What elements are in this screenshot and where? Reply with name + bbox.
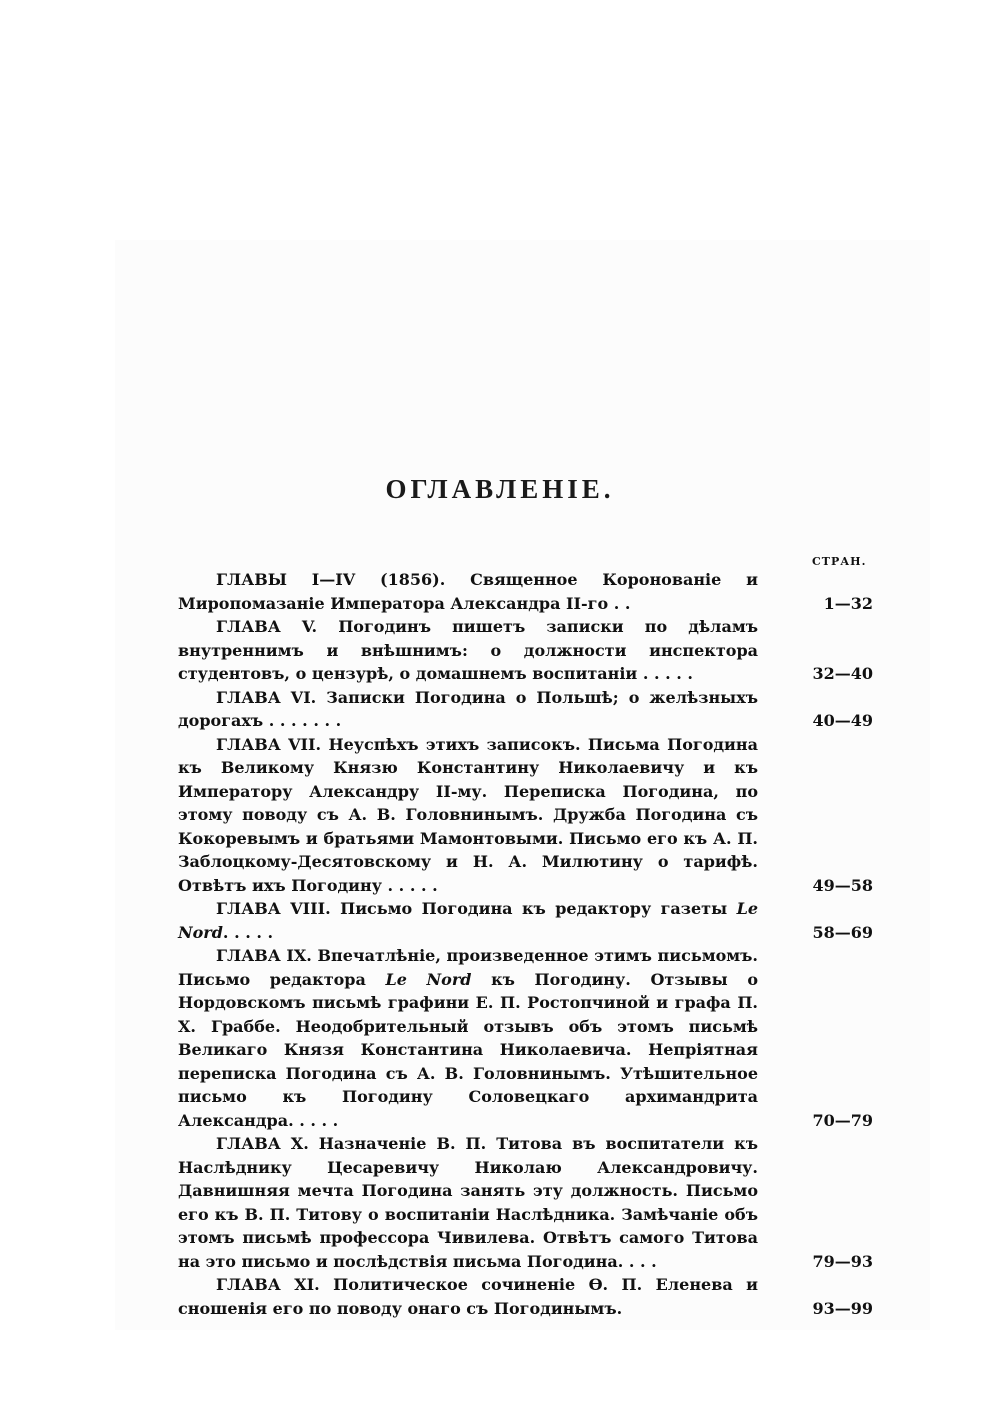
toc-entry-text: ГЛАВА X. Назначеніе В. П. Титова въ воспитатели къ Наслѣднику Цесаревичу Николаю Александровичу. Давнишняя мечта Погодина занять эту должность. Письмо его къ В. П. Титову о воспитаніи Наслѣдника. Замѣчаніе объ этомъ письмѣ профессора Чивилева. Отвѣтъ самого Титова на это письмо и послѣдствія письма Погодина. . . .: [178, 1134, 758, 1271]
text-part: ГЛАВА VIII. Письмо Погодина къ редактору газеты: [216, 899, 737, 918]
toc-entry-chapter-5: [178, 615, 873, 686]
toc-entry-pages: 1—32: [823, 593, 873, 613]
text-part: ГЛАВА IX. Впечатлѣніе, произведенное этимъ письмомъ. Письмо редактора: [178, 946, 758, 989]
toc-entry-text: ГЛАВЫ I—IV (1856). Священное Коронованіе и Миропомазаніе Императора Александра II-го . .: [178, 570, 758, 613]
toc-entry-pages: 32—40: [812, 664, 873, 683]
pages-column-header: СТРАН.: [812, 555, 867, 568]
toc-entry-chapter-7: [178, 733, 873, 898]
toc-entry-pages: 58—69: [812, 922, 873, 942]
newspaper-title: Le Nord: [385, 969, 472, 989]
toc-entry-text: ГЛАВА VII. Неуспѣхъ этихъ записокъ. Письма Погодина къ Великому Князю Константину Николаевичу и къ Императору Александру II-му. Переписка Погодина, по этому поводу съ А. В. Головнинымъ. Дружба Погодина съ Кокоревымъ и братьями Мамонтовыми. Письмо его къ А. П. Заблоцкому-Десятовскому и Н. А. Милютину о тарифѣ. Отвѣтъ ихъ Погодину . . . . .: [178, 734, 758, 895]
toc-entry-text: ГЛАВА VI. Записки Погодина о Польшѣ; о желѣзныхъ дорогахъ . . . . . . .: [178, 687, 758, 730]
newspaper-title: Le Nord: [178, 899, 758, 942]
toc-entry-text: [178, 944, 758, 1132]
toc-entry-chapter-10: [178, 1132, 873, 1273]
toc-entry-chapter-9: [178, 944, 873, 1132]
toc-entry-pages: 40—49: [812, 711, 873, 730]
text-part: . . . . .: [222, 922, 274, 942]
table-of-contents: [178, 568, 873, 1320]
toc-entry-pages: 79—93: [812, 1251, 873, 1271]
text-part: къ Погодину. Отзывы о Нордовскомъ письмѣ графини Е. П. Ростопчиной и графа П. Х. Граббе. Неодобрительный отзывъ объ этомъ письмѣ Великаго Князя Константина Николаевича. Непріятная переписка Погодина съ А. В. Головнинымъ. Утѣшительное письмо къ Погодину Соловецкаго архимандрита Александра. . . . .: [178, 969, 758, 1130]
page-title: ОГЛАВЛЕНІЕ.: [385, 474, 615, 504]
toc-entry-chapter-8: [178, 897, 873, 944]
toc-entry-chapter-6: [178, 686, 873, 733]
toc-entry-text: ГЛАВА V. Погодинъ пишетъ записки по дѣламъ внутреннимъ и внѣшнимъ: о должности инспектора студентовъ, о цензурѣ, о домашнемъ воспитаніи . . . . .: [178, 617, 758, 683]
toc-entry-pages: 70—79: [812, 1110, 873, 1130]
toc-entry-pages: 49—58: [812, 875, 873, 895]
toc-entry-text: ГЛАВА XI. Политическое сочиненіе Ѳ. П. Еленева и сношенія его по поводу онаго съ Погодинымъ.: [178, 1275, 758, 1318]
toc-entry-text: [178, 897, 758, 944]
toc-entry-chapters-1-4: [178, 568, 873, 615]
toc-entry-pages: 93—99: [812, 1298, 873, 1318]
toc-entry-chapter-11: [178, 1273, 873, 1320]
